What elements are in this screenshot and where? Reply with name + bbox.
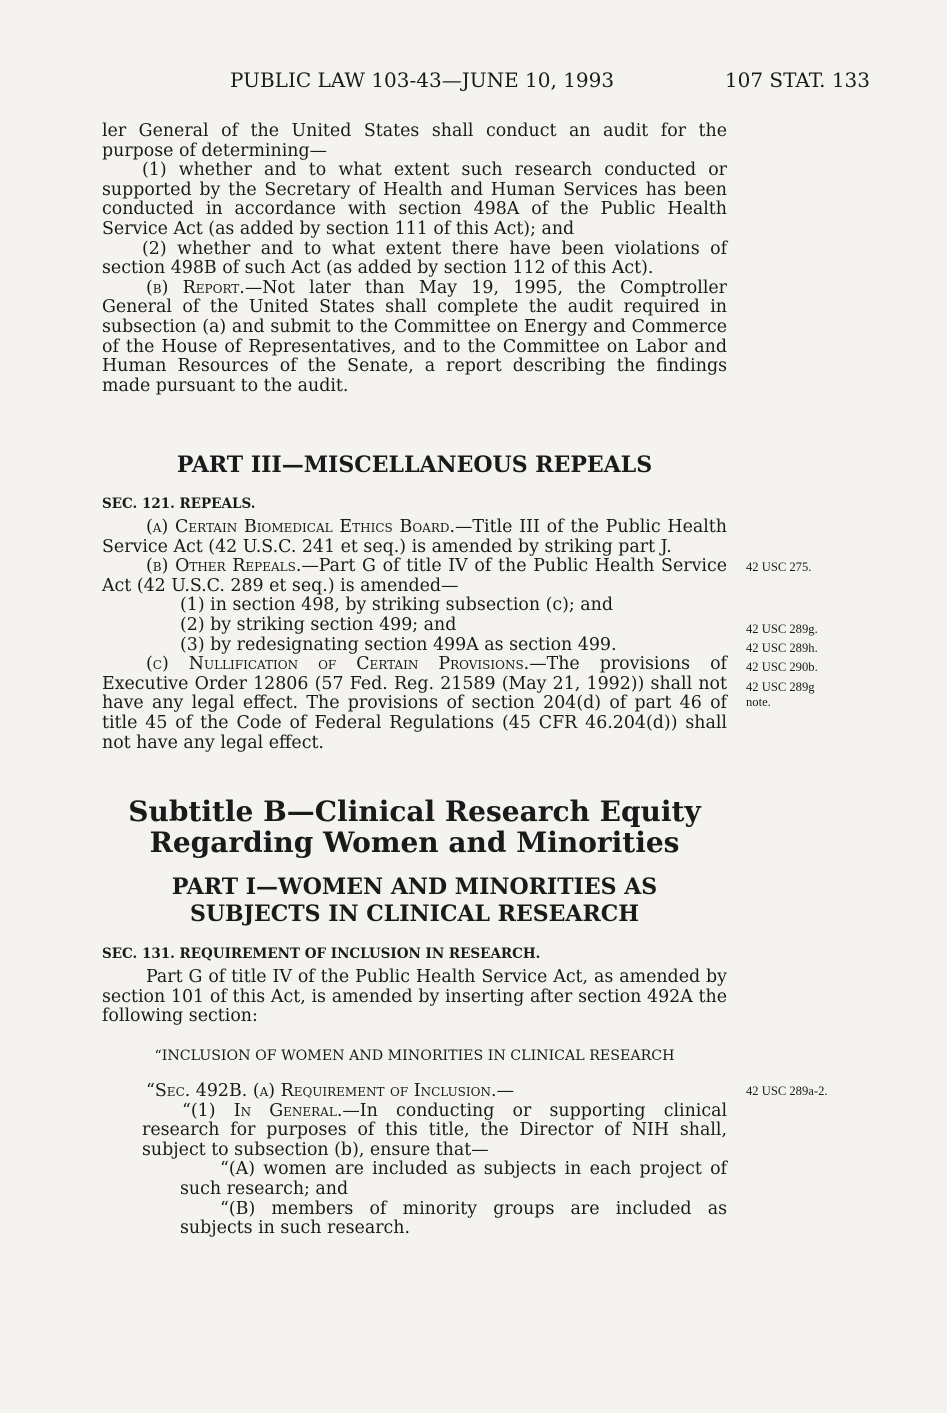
repeal-c-label: (c) Nullification of Certain Provisions. [146,654,530,675]
part-i-heading-block [102,874,727,928]
repeal-b-label: (b) Other Repeals. [146,556,302,577]
sec-131-heading: SEC. 131. REQUIREMENT OF INCLUSION IN RESEARCH. [102,946,541,962]
repeal-b-paragraph [102,557,727,596]
audit-item-2: (2) whether and to what extent there have been violations of section 498B of such Act (as added by section 112 of this Act). [102,238,727,279]
repeal-b-item-1: (1) in section 498, by striking subsection (c); and [180,595,613,616]
clause-b: “(B) members of minority groups are included as subjects in such research. [180,1198,727,1239]
sec-492b-a-label: “Sec. 492B. (a) Requirement of Inclusion.— [146,1081,514,1101]
margin-note-42-usc-275: 42 USC 275. [746,560,812,574]
part-i-heading-line-1: PART I—WOMEN AND MINORITIES AS [171,874,658,900]
repeal-b-text: —Part G of title IV of the Public Health Service Act (42 U.S.C. 289 et seq.) is amended— [102,556,727,596]
sec-131-block [102,946,727,1027]
sec-492b-block [102,1082,727,1239]
repeal-a-label: (a) Certain Biomedical Ethics Board. [146,517,456,537]
repeal-a-paragraph [102,518,727,557]
margin-note-289g-line-2: note. [746,695,771,709]
report-label: (b) Report. [146,277,245,298]
repeal-b-item-2: (2) by striking section 499; and [180,614,457,635]
sec-121-block [102,496,727,753]
subtitle-b-line-2: Regarding Women and Minorities [149,826,680,859]
clause-a: “(A) women are included as subjects in each project of such research; and [180,1159,727,1199]
report-paragraph [102,279,727,397]
header-title: PUBLIC LAW 103-43—JUNE 10, 1993 [230,68,615,92]
audit-item-1: (1) whether and to what extent such research conducted or supported by the Secretary of Health and Human Services has been conducted in accordance with section 498A of the Public Health Service Act (as added by section 111 of this Act); and [102,160,727,239]
margin-note-42-usc-290b: 42 USC 290b. [746,660,818,674]
sec-121-heading: SEC. 121. REPEALS. [102,496,256,512]
repeal-b-item-3: (3) by redesignating section 499A as section 499. [180,634,617,655]
margin-note-42-usc-289a-2: 42 USC 289a-2. [746,1084,828,1098]
margin-note-42-usc-289h: 42 USC 289h. [746,641,818,655]
margin-note-289g-line-1: 42 USC 289g [746,680,815,694]
page-header [230,68,870,98]
subtitle-b-line-1: Subtitle B—Clinical Research Equity [128,795,701,828]
subtitle-b-block [102,796,727,858]
part-i-heading-line-2: SUBJECTS IN CLINICAL RESEARCH [189,901,640,927]
inclusion-heading: “INCLUSION OF WOMEN AND MINORITIES IN CLINICAL RESEARCH [154,1048,675,1064]
repeal-c-text: —The provisions of Executive Order 12806 (57 Fed. Reg. 21589 (May 21, 1992)) shall not have any legal effect. The provisions of section 204(d) of part 46 of title 45 of the Code of Federal Regulations (45 CFR 46.204(d)) shall not have any legal effect. [102,654,727,753]
sec-131-paragraph: Part G of title IV of the Public Health Service Act, as amended by section 101 of this Act, is amended by inserting after section 492A the following section: [102,967,727,1027]
header-stat-citation: 107 STAT. 133 [724,68,870,92]
sec-492b-a-line [102,1082,727,1102]
in-general-text: —In conducting or supporting clinical research for purposes of this title, the Director of NIH shall, subject to subsection (b), ensure that— [142,1100,728,1160]
inclusion-heading-block [102,1048,727,1064]
audit-intro-paragraph: ler General of the United States shall conduct an audit for the purpose of determining— [102,121,727,161]
audit-intro-block [102,122,727,396]
part-iii-heading: PART III—MISCELLANEOUS REPEALS [176,452,653,478]
part-iii-heading-block [102,452,727,478]
in-general-label: “(1) In General. [182,1100,343,1121]
in-general-paragraph [102,1102,727,1161]
margin-note-42-usc-289g: 42 USC 289g. [746,622,818,636]
repeal-c-paragraph [102,655,727,753]
report-text: —Not later than May 19, 1995, the Comptroller General of the United States shall complete the audit required in subsection (a) and submit to the Committee on Energy and Commerce of the House of Representatives, and to the Committee on Labor and Human Resources of the Senate, a report describing the findings made pursuant to the audit. [102,277,727,396]
margin-note-42-usc-289g-note [746,680,815,710]
repeal-a-text: —Title III of the Public Health Service Act (42 U.S.C. 241 et seq.) is amended by striking part J. [102,517,727,557]
